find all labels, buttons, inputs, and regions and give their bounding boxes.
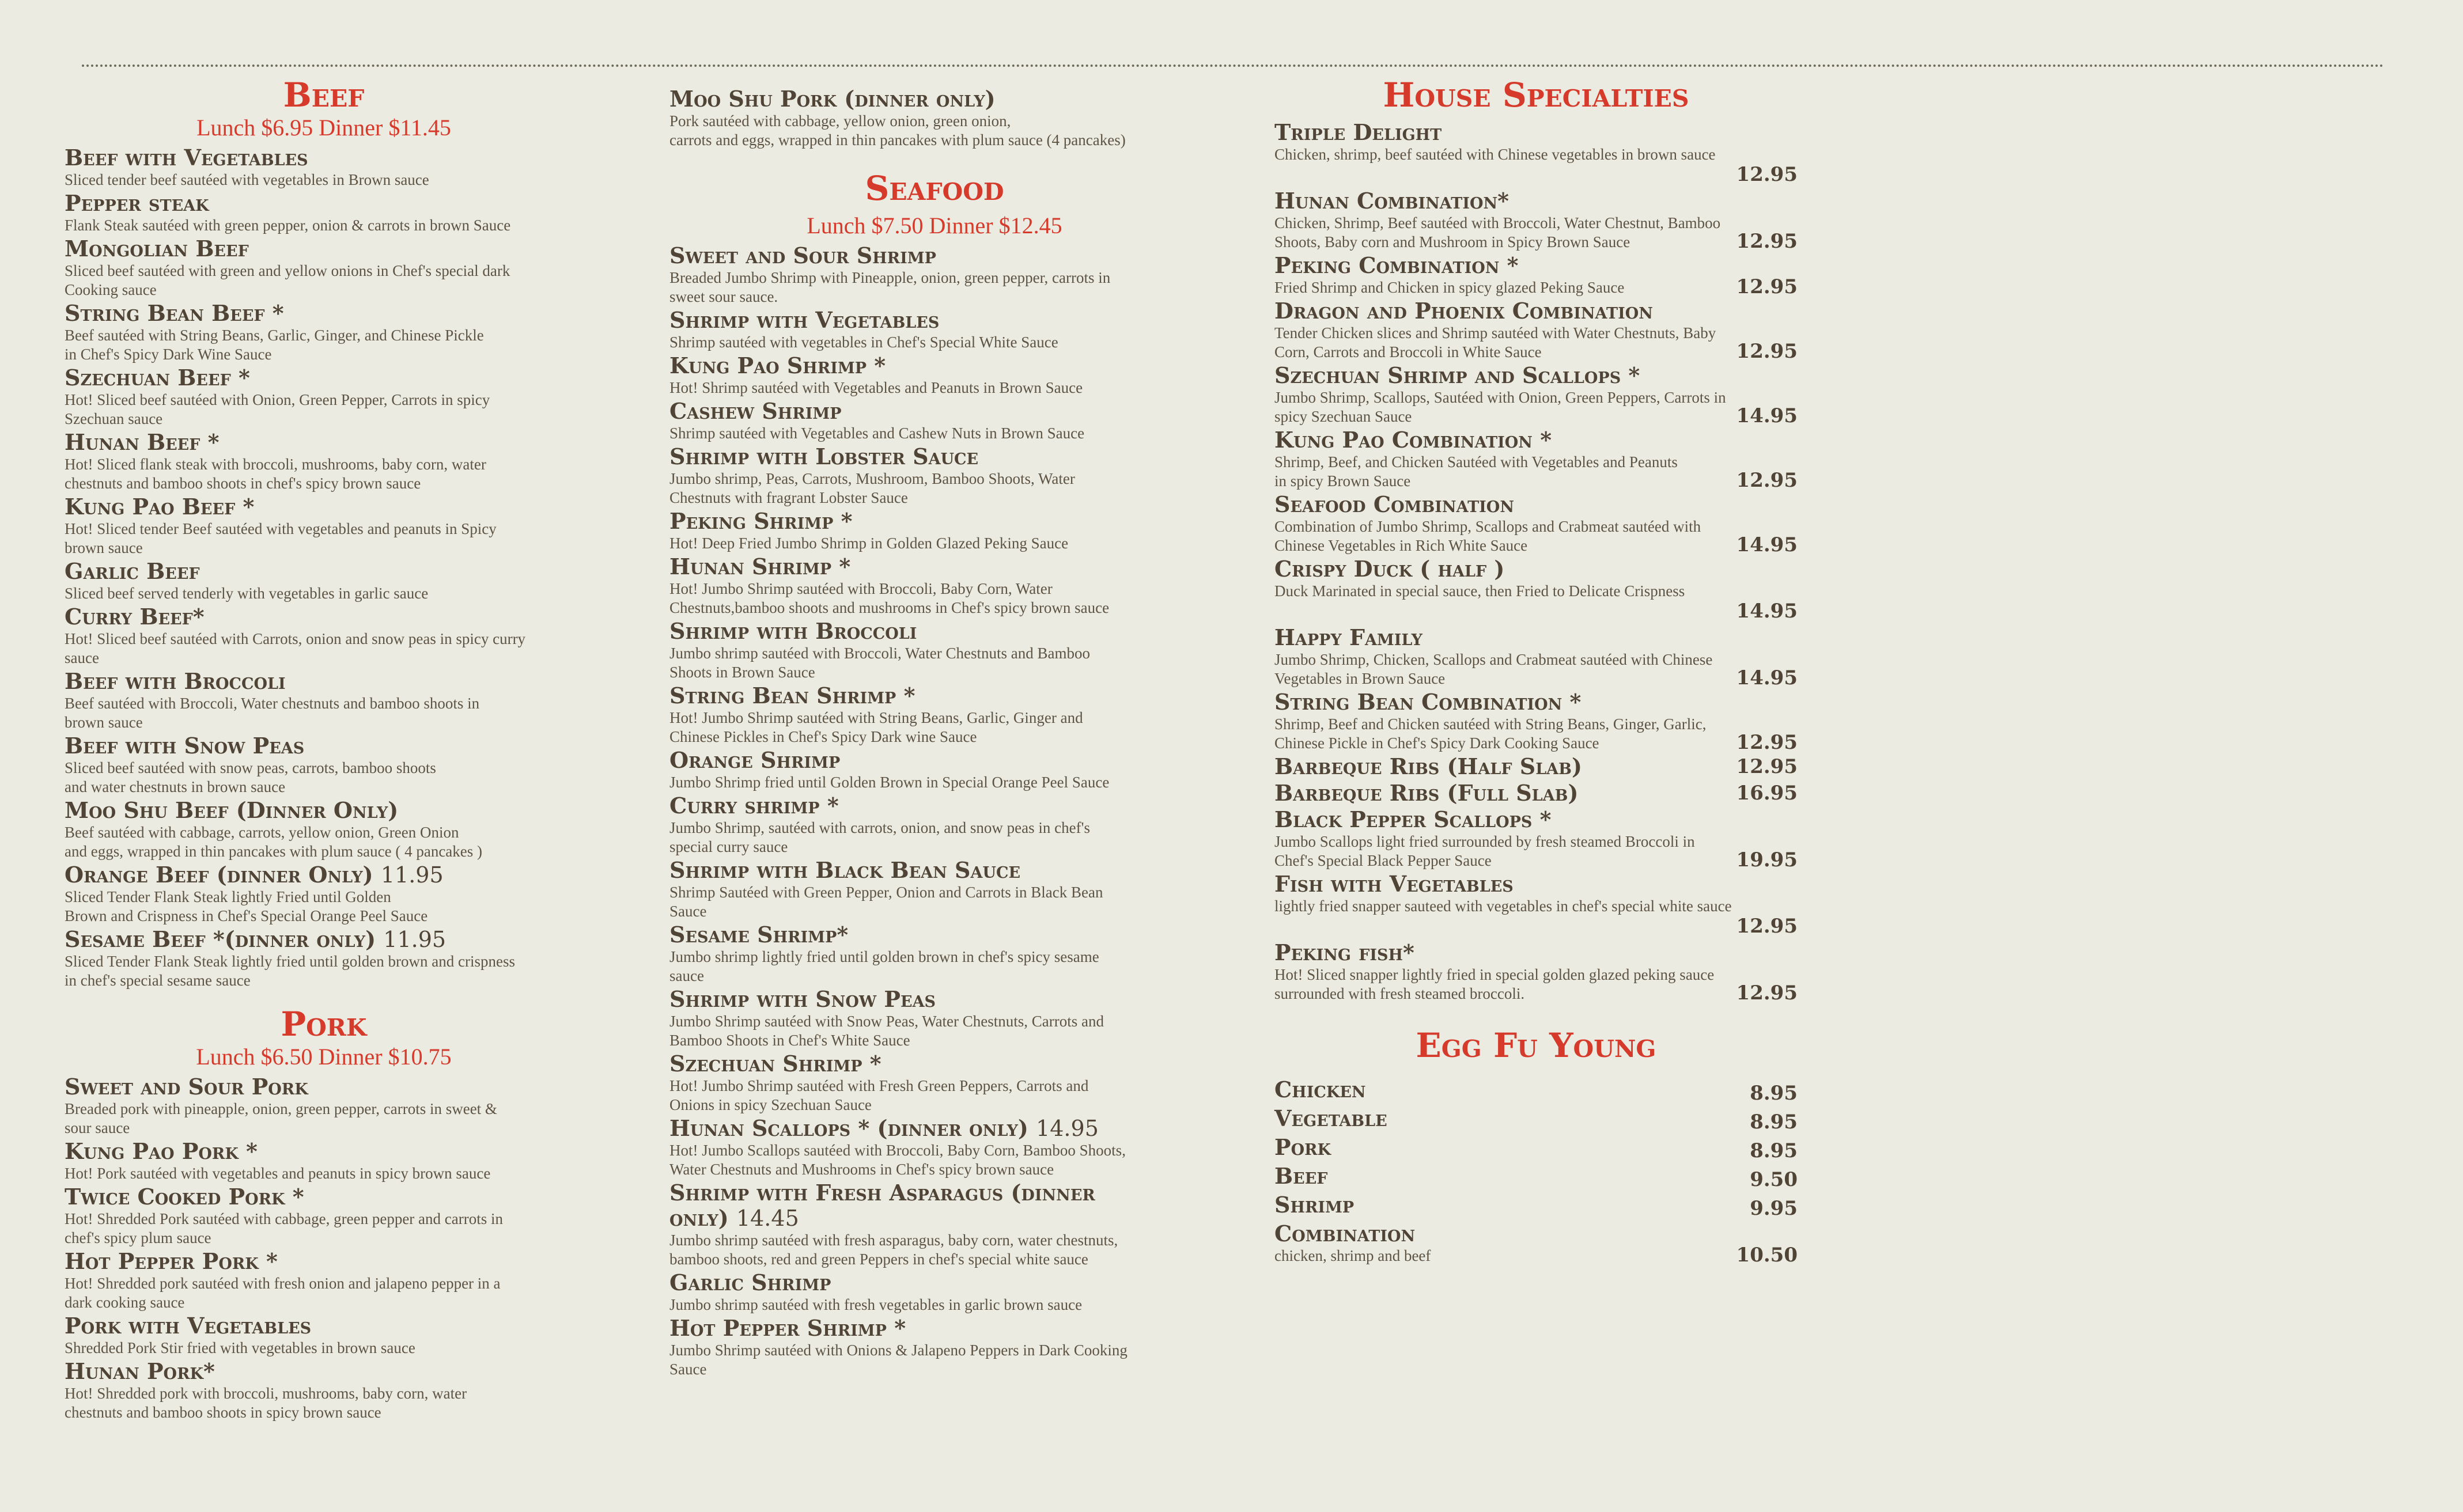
item-name-text: Beef with Snow Peas [65,733,305,759]
item-name-text: Curry Beef* [65,604,205,630]
item-name-text: Peking Shrimp * [669,508,853,534]
item-desc: and eggs, wrapped in thin pancakes with plum sauce ( 4 pancakes ) [65,843,483,860]
menu-item [1274,689,1798,753]
menu-item [1274,298,1798,362]
menu-item [1274,556,1798,622]
item-desc: Sliced Tender Flank Steak lightly Fried until Golden [65,888,391,905]
menu-item [65,430,583,493]
item-name-text: Shrimp with Fresh Asparagus (dinner [669,1180,1095,1206]
menu-item [669,793,1200,857]
item-desc: spicy Szechuan Sauce [1274,408,1412,425]
item-name [669,509,1200,534]
item-name [669,308,1200,333]
item-desc: sauce [65,649,99,666]
item-price: 14.95 [1736,600,1798,623]
item-name [669,444,1200,469]
item-name-text: Shrimp with Snow Peas [669,986,936,1012]
menu-item [65,1074,583,1138]
menu-item [65,145,583,190]
item-desc: Chicken, Shrimp, Beef sautéed with Broccoli, Water Chestnut, Bamboo [1274,214,1721,232]
item-price: 12.95 [1736,163,1798,186]
item-name: Pork [1274,1134,1331,1160]
item-name-text: Garlic Beef [65,558,200,584]
item-name-text: Szechuan Shrimp * [669,1051,881,1077]
item-desc: Corn, Carrots and Broccoli in White Sauce [1274,343,1542,361]
item-price: 14.95 [1736,404,1798,427]
menu-item [1274,1164,1798,1189]
item-desc: Shoots in Brown Sauce [669,664,815,681]
menu-item [669,399,1200,443]
item-name [65,1359,583,1384]
menu-item [669,619,1200,682]
menu-item [65,733,583,797]
item-name-text: String Bean Beef * [65,300,284,326]
item-desc: dark cooking sauce [65,1294,185,1311]
section-price-pork: Lunch $6.50 Dinner $10.75 [196,1044,452,1070]
menu-item [669,1270,1200,1314]
item-desc: Chef's Special Black Pepper Sauce [1274,852,1492,869]
item-name [65,1074,583,1100]
item-name [669,1180,1200,1231]
pork-item-list [65,1074,583,1422]
item-price: 19.95 [1736,848,1798,871]
item-desc: Hot! Sliced beef sautéed with Onion, Green Pepper, Carrots in spicy [65,391,490,408]
item-desc: Jumbo Shrimp, sautéed with carrots, onion, and snow peas in chef's [669,819,1090,836]
menu-item [65,559,583,603]
item-name-text: Pepper steak [65,190,209,216]
menu-item [65,1359,583,1422]
item-desc: Shoots, Baby corn and Mushroom in Spicy Brown Sauce [1274,233,1630,251]
item-name-text-cont: only) [669,1205,729,1231]
item-name-text: Beef with Broccoli [65,668,286,694]
item-desc: Sliced beef served tenderly with vegetables in garlic sauce [65,585,429,602]
item-name-text: Sesame Shrimp* [669,922,849,948]
item-name [669,1116,1200,1141]
item-name [65,1313,583,1339]
item-desc: in chef's special sesame sauce [65,972,251,989]
menu-item [65,669,583,732]
item-name [669,554,1200,579]
section-title-seafood: Seafood [865,169,1004,208]
menu-item [65,191,583,235]
item-name-text: Kung Pao Beef * [65,494,255,520]
item-desc: sour sauce [65,1119,130,1136]
menu-item [65,365,583,429]
item-name-text: Hunan Pork* [65,1358,215,1384]
item-name: Hunan Combination* [1274,188,1509,214]
item-desc: Bamboo Shoots in Chef's White Sauce [669,1032,910,1049]
menu-item [1274,427,1798,491]
item-name: Vegetable [1274,1105,1387,1131]
item-name-text: Kung Pao Shrimp * [669,353,886,378]
item-desc: chef's spicy plum sauce [65,1229,211,1246]
item-price: 12.95 [1736,469,1798,492]
item-desc: and water chestnuts in brown sauce [65,778,286,795]
menu-item [1274,625,1798,688]
item-name [669,353,1200,378]
item-desc: Breaded Jumbo Shrimp with Pineapple, onion, green pepper, carrots in [669,269,1111,286]
item-price: 14.95 [1736,666,1798,689]
menu-item [669,987,1200,1050]
menu-item [669,1316,1200,1379]
item-name-text: Hunan Beef * [65,429,220,455]
item-desc: Chinese Pickles in Chef's Spicy Dark wine Sauce [669,728,977,745]
menu-item [669,1180,1200,1269]
item-price: 11.95 [380,862,444,888]
menu-item [669,1116,1200,1179]
item-name-text: Beef with Vegetables [65,145,308,170]
item-name: Happy Family [1274,624,1422,650]
item-desc: Combination of Jumbo Shrimp, Scallops and Crabmeat sautéed with [1274,518,1701,535]
menu-item [1274,188,1798,252]
item-desc: Shrimp sautéed with Vegetables and Cashew Nuts in Brown Sauce [669,425,1085,442]
menu-item [1274,363,1798,426]
item-price: 14.45 [736,1206,799,1231]
item-price: 10.50 [1736,1244,1798,1267]
item-desc: chicken, shrimp and beef [1274,1247,1431,1264]
item-desc: lightly fried snapper sauteed with vegetables in chef's special white sauce [1274,897,1732,915]
item-desc: Jumbo Shrimp sautéed with Snow Peas, Water Chestnuts, Carrots and [669,1013,1104,1030]
item-price: 12.95 [1736,275,1798,298]
item-name-text: Curry shrimp * [669,793,839,818]
item-name [65,301,583,326]
item-desc: Jumbo shrimp, Peas, Carrots, Mushroom, Bamboo Shoots, Water [669,470,1075,487]
item-name [669,399,1200,424]
item-desc: Onions in spicy Szechuan Sauce [669,1096,872,1113]
item-name: Shrimp [1274,1192,1355,1218]
item-name [65,669,583,694]
item-price: 12.95 [1736,982,1798,1005]
item-name: Beef [1274,1163,1328,1189]
item-desc: Sauce [669,903,707,920]
item-name: Chicken [1274,1077,1366,1102]
item-desc: Hot! Sliced tender Beef sautéed with vegetables and peanuts in Spicy [65,520,497,537]
item-name [65,1184,583,1210]
menu-item [669,748,1200,792]
column-beef-pork [65,76,583,1422]
item-name [65,604,583,630]
item-desc: chestnuts and bamboo shoots in spicy brown sauce [65,1404,381,1421]
item-name: Moo Shu Pork (dinner only) [669,86,996,112]
menu-item [669,858,1200,921]
item-price: 12.95 [1736,755,1798,778]
item-name [65,1139,583,1164]
item-name: Fish with Vegetables [1274,871,1514,897]
item-name-text: Sweet and Sour Pork [65,1074,308,1100]
item-name: String Bean Combination * [1274,689,1582,715]
item-desc: Shredded Pork Stir fried with vegetables in brown sauce [65,1339,415,1356]
menu-item [669,444,1200,507]
item-name [65,559,583,584]
item-name: Seafood Combination [1274,491,1514,517]
section-title-egg-fu-young: Egg Fu Young [1416,1026,1656,1065]
item-price: 14.95 [1736,533,1798,556]
item-desc: Beef sautéed with String Beans, Garlic, Ginger, and Chinese Pickle [65,327,484,344]
menu-item [1274,1221,1798,1265]
item-name [669,858,1200,883]
item-desc: Hot! Jumbo Shrimp sautéed with Fresh Green Peppers, Carrots and [669,1077,1089,1094]
menu-item [1274,780,1798,806]
menu-item [1274,1192,1798,1218]
item-desc: Pork sautéed with cabbage, yellow onion, green onion, [669,112,1011,130]
item-name [65,927,583,952]
item-name [65,1249,583,1274]
item-name-text: Kung Pao Pork * [65,1138,258,1164]
item-desc: Hot! Shredded Pork sautéed with cabbage, green pepper and carrots in [65,1210,503,1227]
item-price: 9.95 [1750,1197,1798,1220]
menu-item [669,509,1200,553]
menu-item [65,494,583,558]
item-desc: Jumbo Shrimp sautéed with Onions & Jalapeno Peppers in Dark Cooking [669,1342,1128,1359]
item-desc: Hot! Jumbo Scallops sautéed with Broccoli, Baby Corn, Bamboo Shoots, [669,1142,1126,1159]
menu-item [65,1313,583,1358]
menu-item [65,236,583,300]
menu-item [1274,1077,1798,1105]
menu-item [669,922,1200,986]
item-name [65,145,583,170]
item-desc: Sliced beef sautéed with snow peas, carrots, bamboo shoots [65,759,436,776]
item-price: 12.95 [1736,340,1798,363]
item-desc: Hot! Shrimp sautéed with Vegetables and Peanuts in Brown Sauce [669,379,1083,396]
item-name [65,236,583,262]
menu-item [669,308,1200,352]
egg-fu-young-list [1274,1077,1798,1265]
item-desc: in spicy Brown Sauce [1274,472,1411,490]
item-desc: Jumbo Shrimp, Chicken, Scallops and Crabmeat sautéed with Chinese [1274,651,1713,668]
item-desc: Beef sautéed with cabbage, carrots, yellow onion, Green Onion [65,824,459,841]
menu-item [65,1249,583,1312]
item-name: Crispy Duck ( half ) [1274,556,1505,582]
item-name: Barbeque Ribs (Full Slab) [1274,780,1579,806]
item-price: 12.95 [1736,230,1798,253]
item-price: 12.95 [1736,731,1798,754]
item-desc: Shrimp, Beef and Chicken sautéed with String Beans, Ginger, Garlic, [1274,715,1707,733]
item-desc: Shrimp sautéed with vegetables in Chef's Special White Sauce [669,334,1058,351]
item-price: 14.95 [1036,1116,1099,1141]
item-desc: Hot! Jumbo Shrimp sautéed with String Beans, Garlic, Ginger and [669,709,1083,726]
item-name [65,494,583,520]
menu-item [1274,253,1798,297]
item-desc: Chicken, shrimp, beef sautéed with Chinese vegetables in brown sauce [1274,146,1716,163]
item-name-text: Hot Pepper Pork * [65,1248,278,1274]
item-desc: Hot! Shredded pork sautéed with fresh onion and jalapeno pepper in a [65,1275,501,1292]
item-name-text: Moo Shu Beef (Dinner Only) [65,797,399,823]
item-name [669,748,1200,773]
item-desc: brown sauce [65,539,143,556]
item-price: 8.95 [1750,1082,1798,1105]
item-name-text: Twice Cooked Pork * [65,1184,304,1210]
menu-item [669,86,1200,150]
section-price-seafood: Lunch $7.50 Dinner $12.45 [807,213,1062,238]
item-name: Black Pepper Scallops * [1274,806,1552,832]
item-desc: in Chef's Spicy Dark Wine Sauce [65,346,272,363]
item-name [65,862,583,888]
menu-item [669,353,1200,397]
item-desc: Hot! Shredded pork with broccoli, mushrooms, baby corn, water [65,1385,467,1402]
item-name-text: Cashew Shrimp [669,398,842,424]
menu-item [1274,1135,1798,1160]
item-desc: Chestnuts,bamboo shoots and mushrooms in Chef's spicy brown sauce [669,599,1110,616]
item-name [65,191,583,216]
item-name [669,243,1200,268]
item-desc: bamboo shoots, red and green Peppers in chef's special white sauce [669,1250,1088,1268]
item-name-text: Orange Beef (dinner Only) [65,862,373,888]
item-price: 9.50 [1750,1168,1798,1191]
item-desc: Hot! Sliced beef sautéed with Carrots, onion and snow peas in spicy curry [65,630,526,647]
item-name [669,987,1200,1012]
item-desc: Chinese Pickle in Chef's Spicy Dark Cooking Sauce [1274,734,1599,752]
menu-item [1274,940,1798,1003]
item-name [669,1051,1200,1077]
seafood-item-list [669,243,1200,1379]
item-desc: Chinese Vegetables in Rich White Sauce [1274,537,1528,554]
item-name [65,430,583,455]
item-desc: Sliced Tender Flank Steak lightly fried until golden brown and crispness [65,953,515,970]
item-name-text: Orange Shrimp [669,747,841,773]
menu-item [65,798,583,861]
item-desc: Tender Chicken slices and Shrimp sautéed with Water Chestnuts, Baby [1274,324,1716,342]
beef-item-list [65,145,583,990]
item-name-text: Szechuan Beef * [65,365,250,391]
item-price: 11.95 [383,927,447,952]
item-desc: Water Chestnuts and Mushrooms in Chef's spicy brown sauce [669,1161,1054,1178]
menu-item [65,862,583,926]
item-name [669,619,1200,644]
menu-item [1274,807,1798,870]
item-price: 8.95 [1750,1111,1798,1134]
item-desc: Fried Shrimp and Chicken in spicy glazed Peking Sauce [1274,279,1625,296]
item-name-text: Shrimp with Black Bean Sauce [669,857,1021,883]
item-name-text: Mongolian Beef [65,236,249,262]
item-name-text: Hot Pepper Shrimp * [669,1315,906,1341]
item-desc: Jumbo shrimp lightly fried until golden brown in chef's spicy sesame [669,948,1099,965]
item-name [65,733,583,759]
item-name: Barbeque Ribs (Half Slab) [1274,753,1582,779]
item-desc: Jumbo shrimp sautéed with fresh asparagus, baby corn, water chestnuts, [669,1231,1118,1249]
menu-item [65,1184,583,1248]
item-desc: Jumbo shrimp sautéed with Broccoli, Water Chestnuts and Bamboo [669,645,1090,662]
item-desc: Cooking sauce [65,281,157,298]
item-name-text: Hunan Shrimp * [669,554,851,579]
item-desc: surrounded with fresh steamed broccoli. [1274,985,1525,1002]
item-desc: Sliced beef sautéed with green and yellow onions in Chef's special dark [65,262,510,279]
item-name [65,798,583,823]
menu-item [65,927,583,990]
item-name-text: Garlic Shrimp [669,1270,831,1295]
item-name-text: Hunan Scallops * (dinner only) [669,1115,1028,1141]
item-desc: Beef sautéed with Broccoli, Water chestnuts and bamboo shoots in [65,695,480,712]
item-desc: Chestnuts with fragrant Lobster Sauce [669,489,908,506]
item-name: Peking fish* [1274,939,1414,965]
item-desc: Breaded pork with pineapple, onion, green pepper, carrots in sweet & [65,1100,497,1117]
item-desc: Shrimp, Beef, and Chicken Sautéed with Vegetables and Peanuts [1274,453,1678,471]
menu-item [1274,492,1798,555]
item-desc: Hot! Pork sautéed with vegetables and peanuts in spicy brown sauce [65,1165,491,1182]
item-desc: carrots and eggs, wrapped in thin pancakes with plum sauce (4 pancakes) [669,131,1126,149]
menu-item [669,683,1200,746]
column-house-specialties [1274,76,1798,1265]
item-desc: Hot! Deep Fried Jumbo Shrimp in Golden Glazed Peking Sauce [669,535,1069,552]
item-desc: chestnuts and bamboo shoots in chef's spicy brown sauce [65,475,421,492]
item-desc: Shrimp Sautéed with Green Pepper, Onion and Carrots in Black Bean [669,884,1103,901]
section-price-beef: Lunch $6.95 Dinner $11.45 [196,115,451,141]
item-name-text: Shrimp with Vegetables [669,307,940,333]
item-desc: Jumbo Scallops light fried surrounded by fresh steamed Broccoli in [1274,833,1695,850]
section-title-house-specialties: House Specialties [1383,75,1689,115]
menu-item [1274,871,1798,937]
item-desc: brown sauce [65,714,143,731]
item-desc: Hot! Sliced snapper lightly fried in special golden glazed peking sauce [1274,966,1715,983]
item-desc: Brown and Crispness in Chef's Special Orange Peel Sauce [65,907,428,924]
item-name [669,1316,1200,1341]
item-name [669,1270,1200,1295]
item-name-text: Pork with Vegetables [65,1313,312,1339]
item-name: Triple Delight [1274,119,1442,145]
item-price: 8.95 [1750,1139,1798,1162]
item-name-text: Shrimp with Broccoli [669,618,917,644]
item-desc: Jumbo Shrimp, Scallops, Sautéed with Onion, Green Peppers, Carrots in [1274,389,1726,406]
menu-item [1274,754,1798,779]
menu-item [65,301,583,364]
item-price: 12.95 [1736,915,1798,938]
menu-item [65,604,583,668]
item-name-text: String Bean Shrimp * [669,683,915,708]
item-name [65,365,583,391]
menu-item [1274,120,1798,185]
menu-item [1274,1105,1798,1134]
item-desc: Jumbo shrimp sautéed with fresh vegetables in garlic brown sauce [669,1296,1083,1313]
item-name-text: Sweet and Sour Shrimp [669,242,936,268]
item-desc: sauce [669,967,704,984]
item-name: Szechuan Shrimp and Scallops * [1274,362,1640,388]
item-name: Dragon and Phoenix Combination [1274,298,1653,324]
menu-item [669,554,1200,617]
item-desc: Jumbo Shrimp fried until Golden Brown in Special Orange Peel Sauce [669,774,1110,791]
menu-item [669,243,1200,306]
item-desc: Sliced tender beef sautéed with vegetables in Brown sauce [65,171,429,188]
item-name-text: Shrimp with Lobster Sauce [669,444,979,469]
item-name: Kung Pao Combination * [1274,427,1552,453]
house-item-list [1274,120,1798,1003]
item-desc: special curry sauce [669,838,788,855]
item-desc: Hot! Jumbo Shrimp sautéed with Broccoli, Baby Corn, Water [669,580,1053,597]
item-name-text: Sesame Beef *(dinner only) [65,926,376,952]
item-name [669,683,1200,708]
section-title-beef: Beef [283,75,365,115]
column-seafood [669,85,1200,1379]
menu-item [669,1051,1200,1115]
item-desc: Vegetables in Brown Sauce [1274,670,1446,687]
top-dotted-rule [82,65,2385,67]
item-desc: sweet sour sauce. [669,288,778,305]
menu-item [65,1139,583,1183]
item-name [669,793,1200,818]
item-desc: Hot! Sliced flank steak with broccoli, mushrooms, baby corn, water [65,456,486,473]
item-name: Peking Combination * [1274,252,1519,278]
item-name: Combination [1274,1221,1416,1246]
item-desc: Sauce [669,1361,707,1378]
item-desc: Duck Marinated in special sauce, then Fried to Delicate Crispness [1274,582,1685,600]
item-name [669,922,1200,948]
item-desc: Flank Steak sautéed with green pepper, onion & carrots in brown Sauce [65,217,511,234]
item-price: 16.95 [1736,782,1798,805]
section-title-pork: Pork [281,1005,367,1044]
item-desc: Szechuan sauce [65,410,163,427]
